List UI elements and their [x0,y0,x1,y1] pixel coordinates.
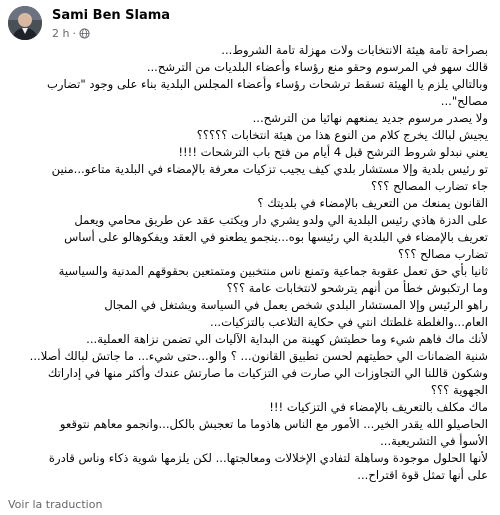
post-line: يعني نبدلو شروط الترشح قبل 4 أيام من فتح باب الترشحات !!!! [178,145,488,159]
avatar-image [8,6,42,40]
post-line: بصراحة تامة هيئة الانتخابات ولات مهزلة تامة الشروط... [221,43,488,57]
post-header [8,6,492,46]
post-line: تعريف بالإمضاء في البلدية الي رئيسها بوه...ينجمو يطعنو في العقد ويفكوهالو على أساس [64,230,488,244]
post-line: شنية الضمانات الي حطيتهم لحسن تطبيق القانون... ؟ والو...حتى شيء... ما جاتش لبالك أصلا... [29,349,488,363]
post-meta [52,27,90,40]
avatar[interactable] [8,6,42,40]
post-line: على الدزة هاذي رئيس البلدية الي ولدو يشري دار ويكتب عقد عن طريق محامي ويعمل [74,213,488,227]
post-line: وشكون قاللنا الي التجاوزات الي صارت في التزكيات ما صارتش عندك وأكثر منها في إداراتك [47,366,488,380]
post-body [12,42,488,484]
post-line: قالك سهو في المرسوم وحقو منع رؤساء وأعضاء البلديات من الترشح... [146,60,488,74]
post-line: لأنك ماك فاهم شيء وما حطيتش كهينة من البداية الآليات الي تضمن نزاهة العملية... [86,332,488,346]
post-line: لأنها الحلول موجودة وساهلة لتفادي الإخلالات ومعالجتها... لكن يلزمها شوية ذكاء وناس قادرة [48,451,488,465]
author-name[interactable]: Sami Ben Slama [52,8,171,23]
post-line: على أنها تمثل قوة اقتراح... [357,468,488,482]
post-line: ماك مكلف بالتعريف بالإمضاء في التزكيات !!! [269,400,488,414]
post-line: ثانيا بأي حق تعمل عقوبة جماعية وتمنع ناس منتخبين ومتمتعين بحقوقهم المدنية والسياسية [58,264,488,278]
post-line: تضارب مصالح ؟؟؟ [398,247,488,261]
post-line: الأسوأ في التشريعية... [380,434,488,448]
post-line: مصالح"... [440,94,488,108]
post-line: القانون يمنعك من التعريف بالإمضاء في بلديتك ؟ [257,196,488,210]
post-line: ولا يصدر مرسوم جديد يمنعهم نهائيا من الترشح... [252,111,488,125]
post-line: العام...والغلطة غلطتك انتي في حكاية التلاعب بالتزكيات... [210,315,488,329]
post-line: جاء تضارب المصالح ؟؟؟ [370,179,488,193]
globe-icon [79,28,90,39]
meta-separator: · [72,27,76,40]
post-line: يجيش لبالك يخرج كلام من النوع هذا من هيئة انتخابات ؟؟؟؟؟ [196,128,488,142]
post-line: تو رئيس بلدية وإلا مستشار بلدي كيف يجيب تزكيات معرفة بالإمضاء في البلدية متاعو...منين [51,162,488,176]
post-line: الحاصيلو الله يقدر الخير... الأمور مع الناس هاذوما ما تعجبش بالكل...وانجمو معاهم نتوقعو [59,417,488,431]
post-line: وما ارتكبوش خطأ من أنهم يترشحو لانتخابات عامة ؟؟؟ [226,281,488,295]
post-line: وبالتالي يلزم يا الهيئة تسقط ترشحات رؤساء وأعضاء المجلس البلدية بناء على وجود "تضارب [47,77,488,91]
post-line: راهو الرئيس وإلا المستشار البلدي شخص يعمل في السياسة ويشتغل في المجال [104,298,488,312]
post-time[interactable]: 2 h [52,27,70,40]
post-line: الجهوية ؟؟؟ [430,383,488,397]
see-translation-link[interactable]: Voir la traduction [8,498,103,511]
